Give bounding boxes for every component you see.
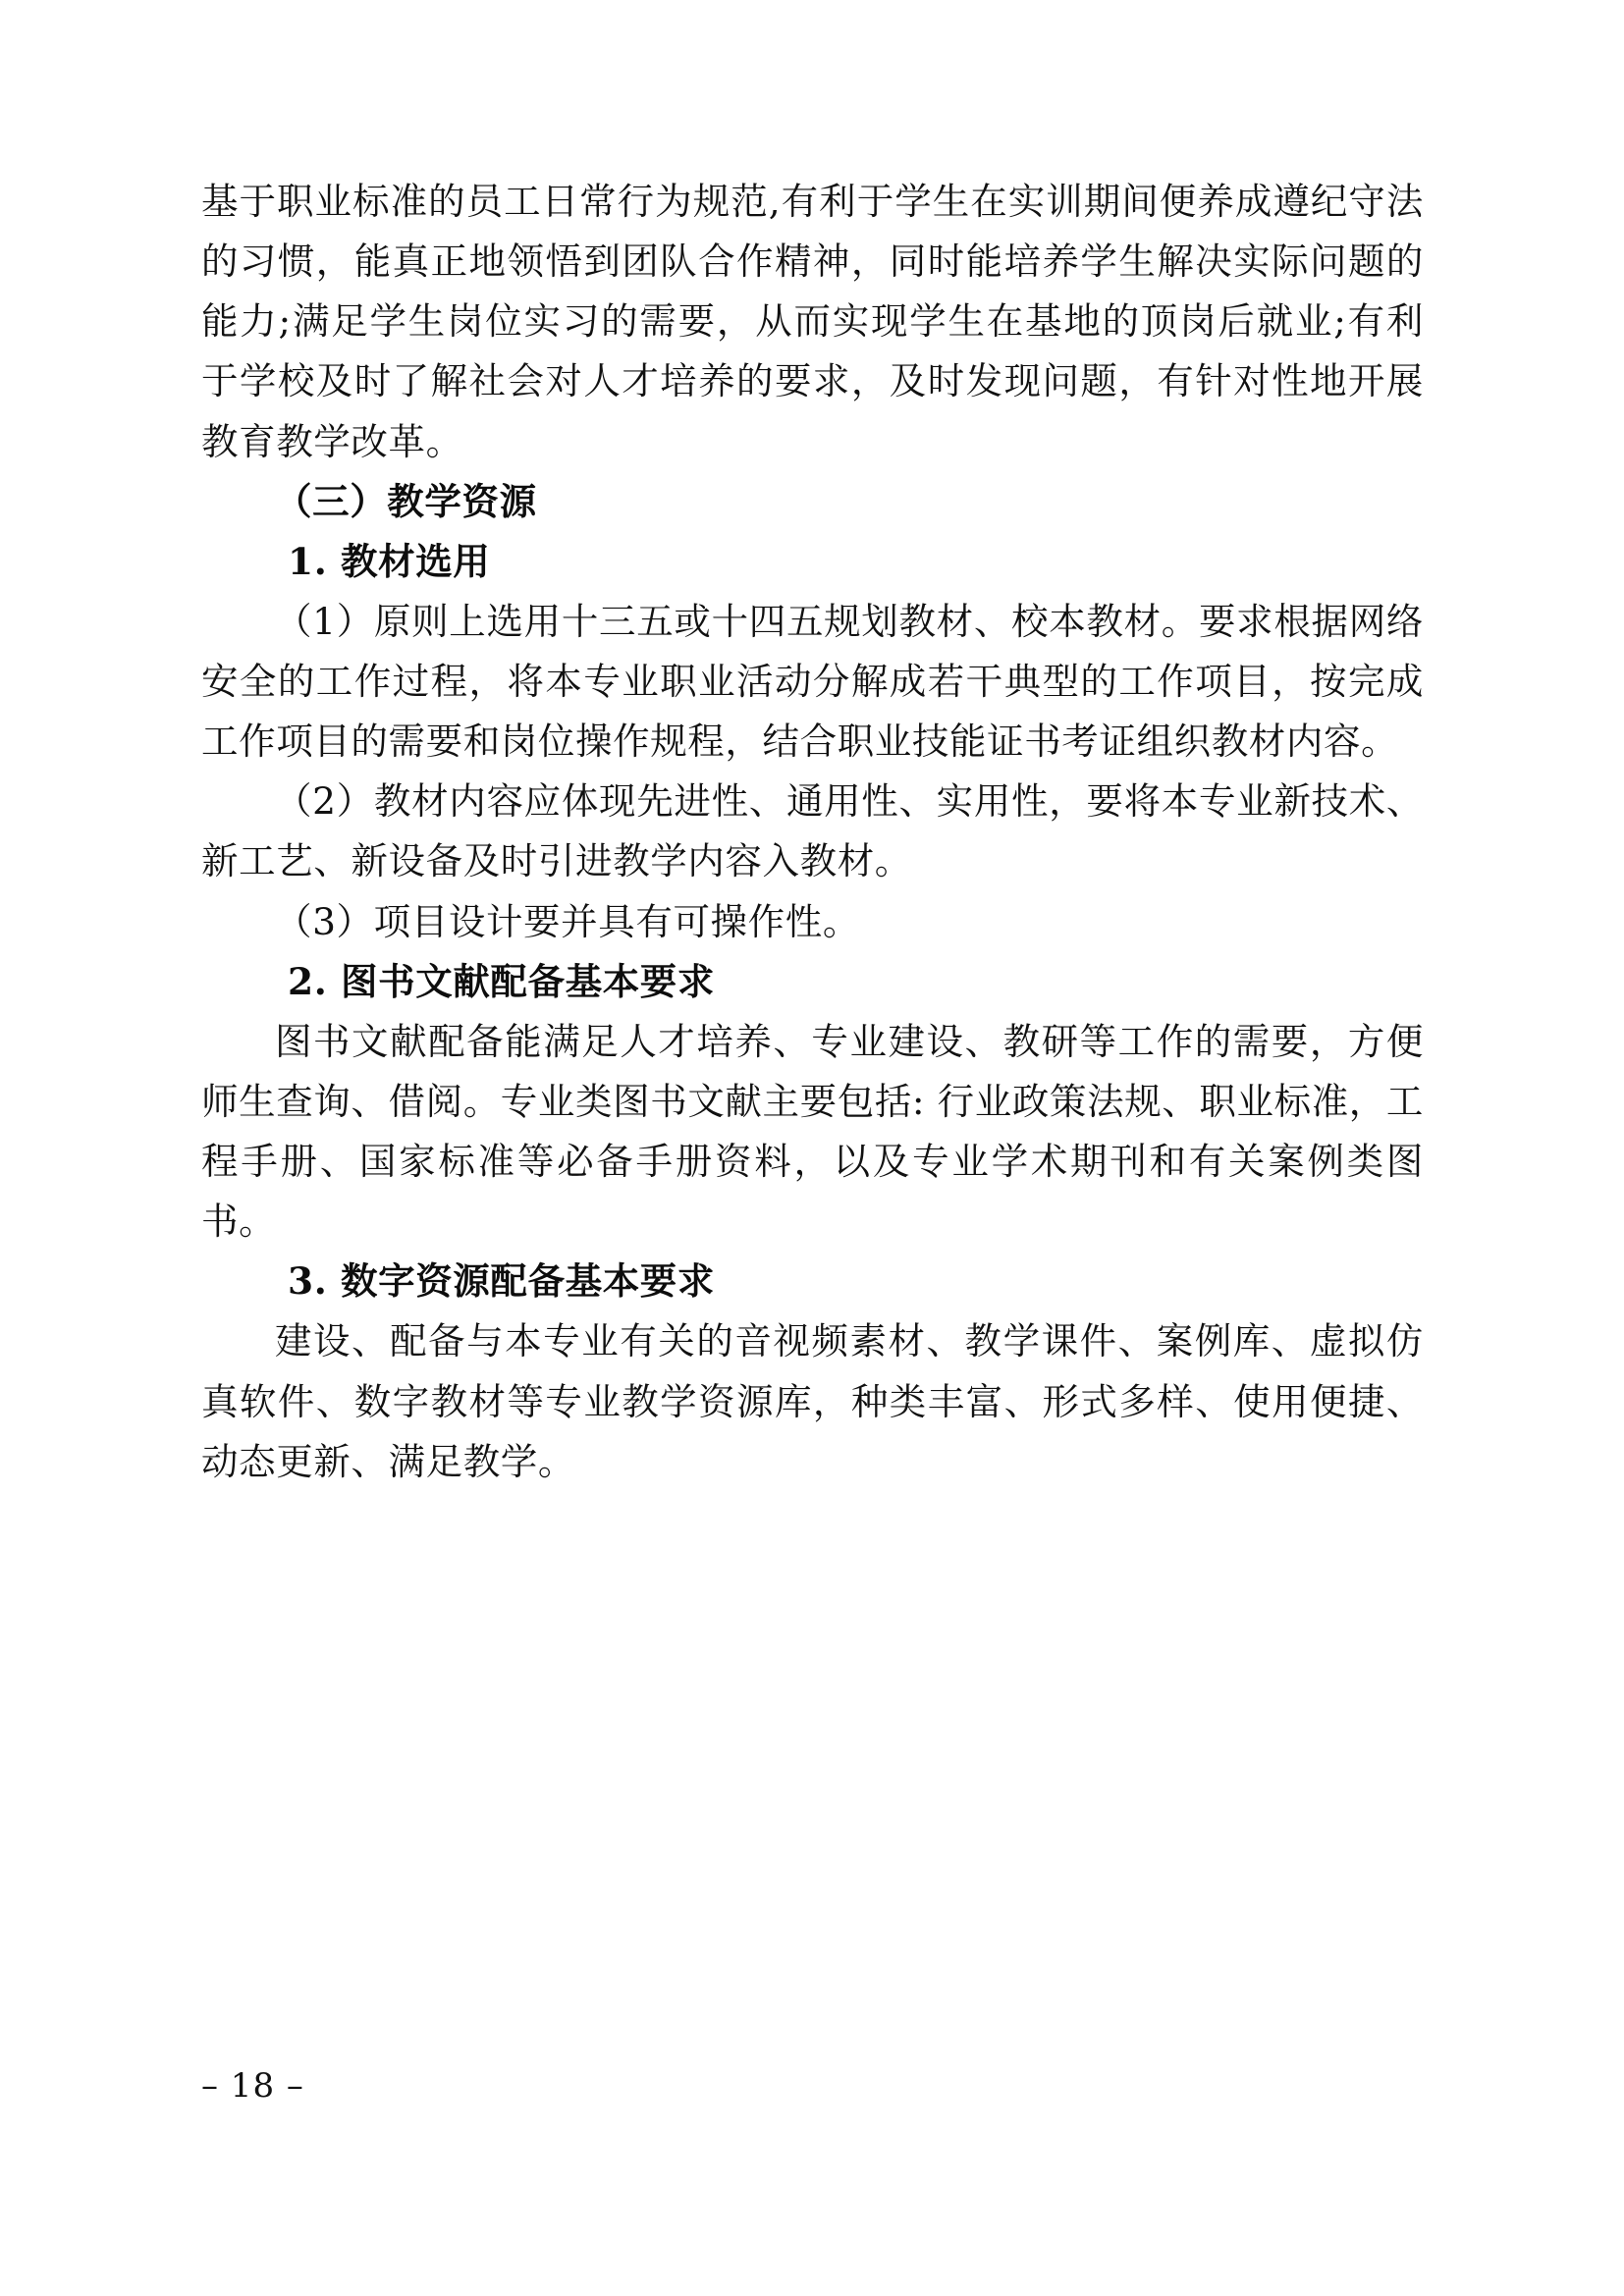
body-paragraph: 图书文献配备能满足人才培养、专业建设、教研等工作的需要，方便师生查询、借阅。专业类图书文献主要包括: 行业政策法规、职业标准，工程手册、国家标准等必备手册资料，以及专业学术期刊和有关案例类图书。 [201,1019,1424,1244]
page-number: – 18 – [201,2066,304,2106]
body-paragraph: 建设、配备与本专业有关的音视频素材、教学课件、案例库、虚拟仿真软件、数字教材等专业教学资源库，种类丰富、形式多样、使用便捷、动态更新、满足教学。 [201,1319,1424,1483]
body-paragraph: （3）项目设计要并具有可操作性。 [275,899,860,943]
body-paragraph: （2）教材内容应体现先进性、通用性、实用性，要将本专业新技术、新工艺、新设备及时引进教学内容入教材。 [201,779,1424,883]
body-paragraph: （1）原则上选用十三五或十四五规划教材、校本教材。要求根据网络安全的工作过程，将本专业职业活动分解成若干典型的工作项目，按完成工作项目的需要和岗位操作规程，结合职业技能证书考证组织教材内容。 [201,599,1424,764]
body-paragraph: 基于职业标准的员工日常行为规范,有利于学生在实训期间便养成遵纪守法的习惯，能真正地领悟到团队合作精神，同时能培养学生解决实际问题的能力;满足学生岗位实习的需要，从而实现学生在基地的顶岗后就业;有利于学校及时了解社会对人才培养的要求，及时发现问题，有针对性地开展教育教学改革。 [201,180,1424,463]
page-body [201,172,1424,1492]
subsection-heading-digital-resources: 3. 数字资源配备基本要求 [288,1259,716,1304]
section-heading-teaching-resources: （三）教学资源 [275,479,537,523]
subsection-heading-library-requirements: 2. 图书文献配备基本要求 [288,959,716,1003]
subsection-heading-textbook-selection: 1. 教材选用 [288,539,491,583]
